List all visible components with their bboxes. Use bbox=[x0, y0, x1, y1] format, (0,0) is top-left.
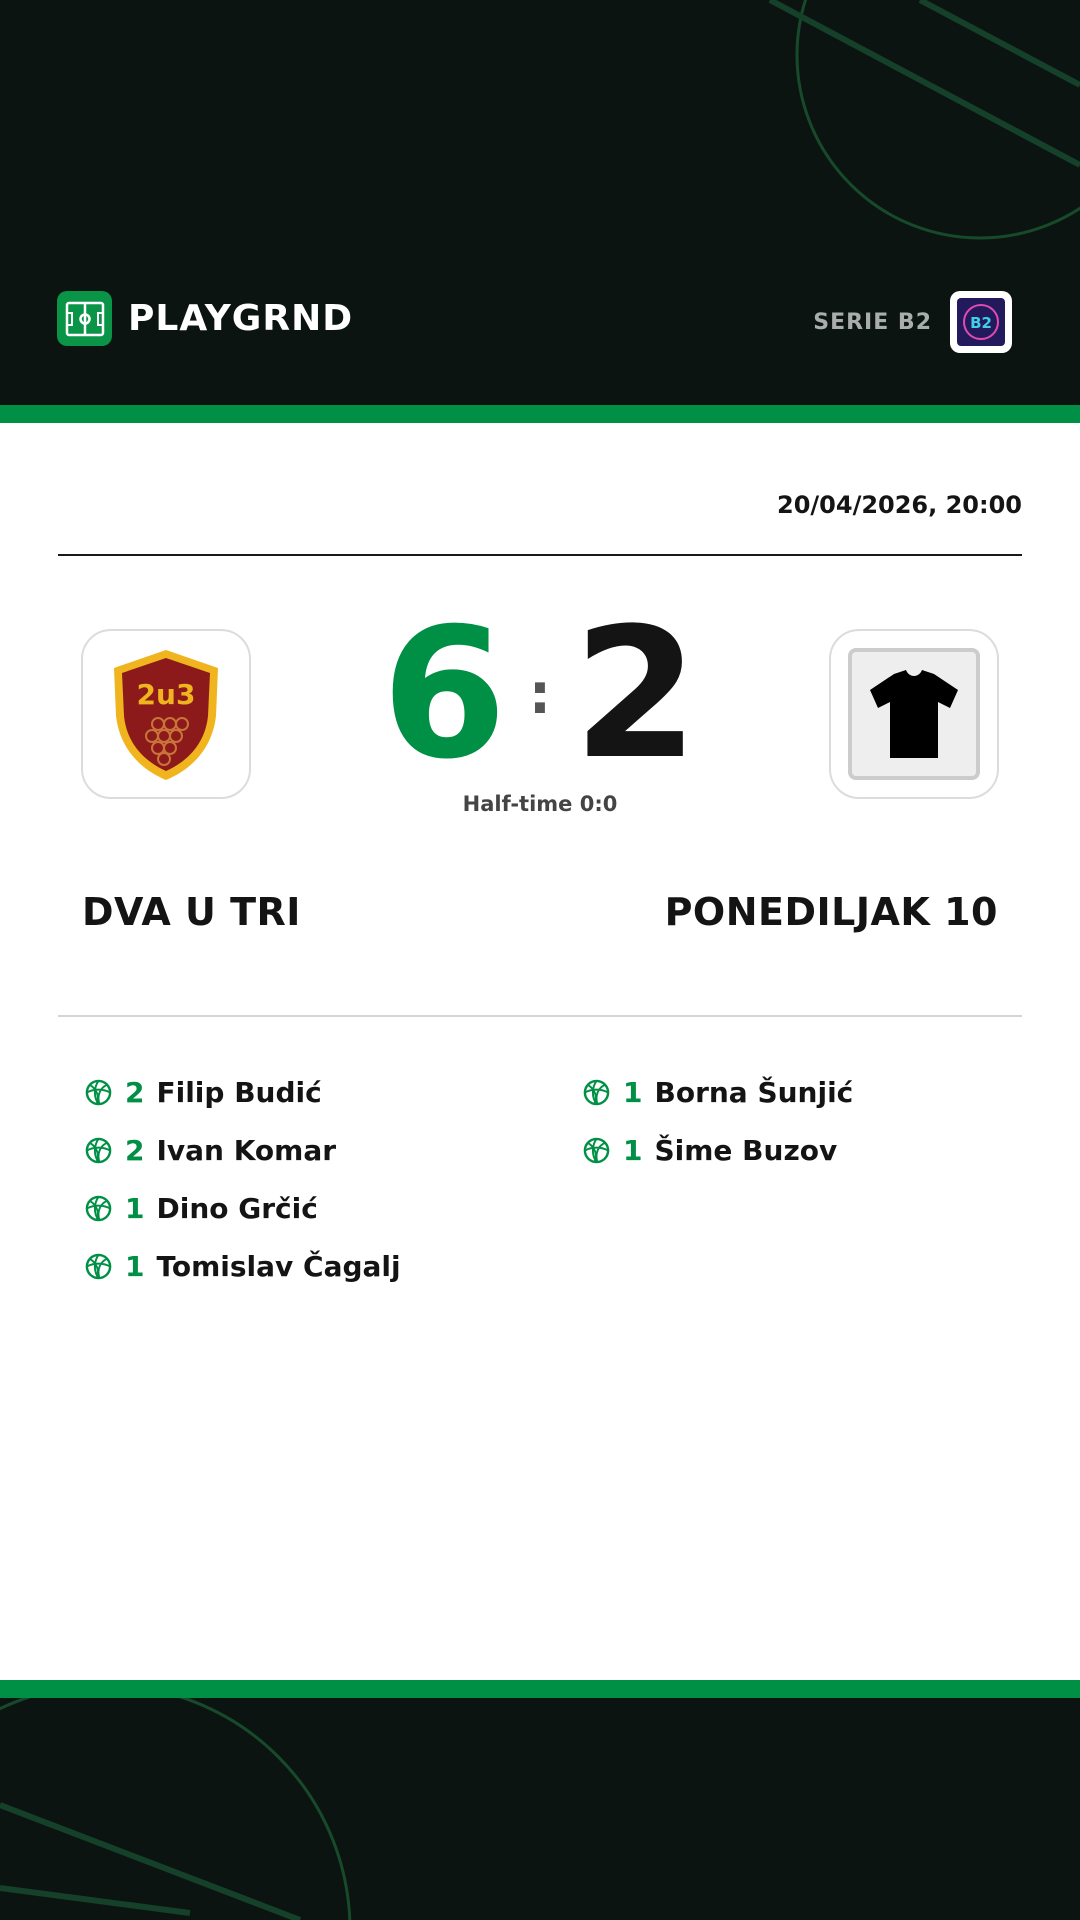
league-logo-text: B2 bbox=[970, 314, 992, 332]
ball-icon bbox=[84, 1252, 113, 1281]
home-scorers-list bbox=[84, 1063, 401, 1295]
pitch-icon bbox=[57, 291, 112, 346]
goal-count: 1 bbox=[623, 1075, 643, 1109]
scorer-row bbox=[84, 1179, 401, 1237]
brand-name: PLAYGRND bbox=[128, 298, 354, 339]
ball-icon bbox=[84, 1078, 113, 1107]
goal-count: 2 bbox=[125, 1075, 145, 1109]
league[interactable] bbox=[813, 291, 1012, 353]
scorer-row bbox=[84, 1121, 401, 1179]
player-name: Tomislav Čagalj bbox=[156, 1249, 401, 1283]
home-score: 6 bbox=[381, 590, 507, 799]
pitch-lines-decoration bbox=[0, 1698, 1080, 1920]
scorer-row bbox=[84, 1237, 401, 1295]
away-score: 2 bbox=[573, 590, 699, 799]
player-name: Borna Šunjić bbox=[654, 1075, 854, 1109]
player-name: Ivan Komar bbox=[156, 1133, 337, 1167]
halftime-score: Half-time 0:0 bbox=[462, 792, 618, 816]
match-datetime: 20/04/2026, 20:00 bbox=[777, 491, 1022, 519]
scorer-row bbox=[582, 1063, 853, 1121]
goal-count: 1 bbox=[125, 1191, 145, 1225]
score-separator: : bbox=[528, 662, 552, 727]
scorer-row bbox=[84, 1063, 401, 1121]
goal-count: 2 bbox=[125, 1133, 145, 1167]
ball-icon bbox=[84, 1136, 113, 1165]
away-scorers-list bbox=[582, 1063, 853, 1179]
brand[interactable] bbox=[57, 291, 353, 346]
accent-stripe-bottom bbox=[0, 1680, 1080, 1698]
ball-icon bbox=[84, 1194, 113, 1223]
ball-icon bbox=[582, 1136, 611, 1165]
home-team-name: DVA U TRI bbox=[82, 890, 301, 934]
player-name: Šime Buzov bbox=[654, 1133, 838, 1167]
league-name: SERIE B2 bbox=[813, 309, 932, 335]
shirt-icon bbox=[846, 646, 982, 782]
player-name: Filip Budić bbox=[156, 1075, 322, 1109]
divider bbox=[58, 1015, 1022, 1017]
goal-count: 1 bbox=[623, 1133, 643, 1167]
header-band bbox=[0, 0, 1080, 405]
away-team-crest[interactable] bbox=[829, 629, 999, 799]
scorer-row bbox=[582, 1121, 853, 1179]
league-logo bbox=[950, 291, 1012, 353]
ball-icon bbox=[582, 1078, 611, 1107]
divider bbox=[58, 554, 1022, 556]
accent-stripe-top bbox=[0, 405, 1080, 423]
footer-band bbox=[0, 1698, 1080, 1920]
away-team-name: PONEDILJAK 10 bbox=[664, 890, 998, 934]
crest-text: 2u3 bbox=[136, 678, 196, 711]
goal-count: 1 bbox=[125, 1249, 145, 1283]
player-name: Dino Grčić bbox=[156, 1191, 318, 1225]
